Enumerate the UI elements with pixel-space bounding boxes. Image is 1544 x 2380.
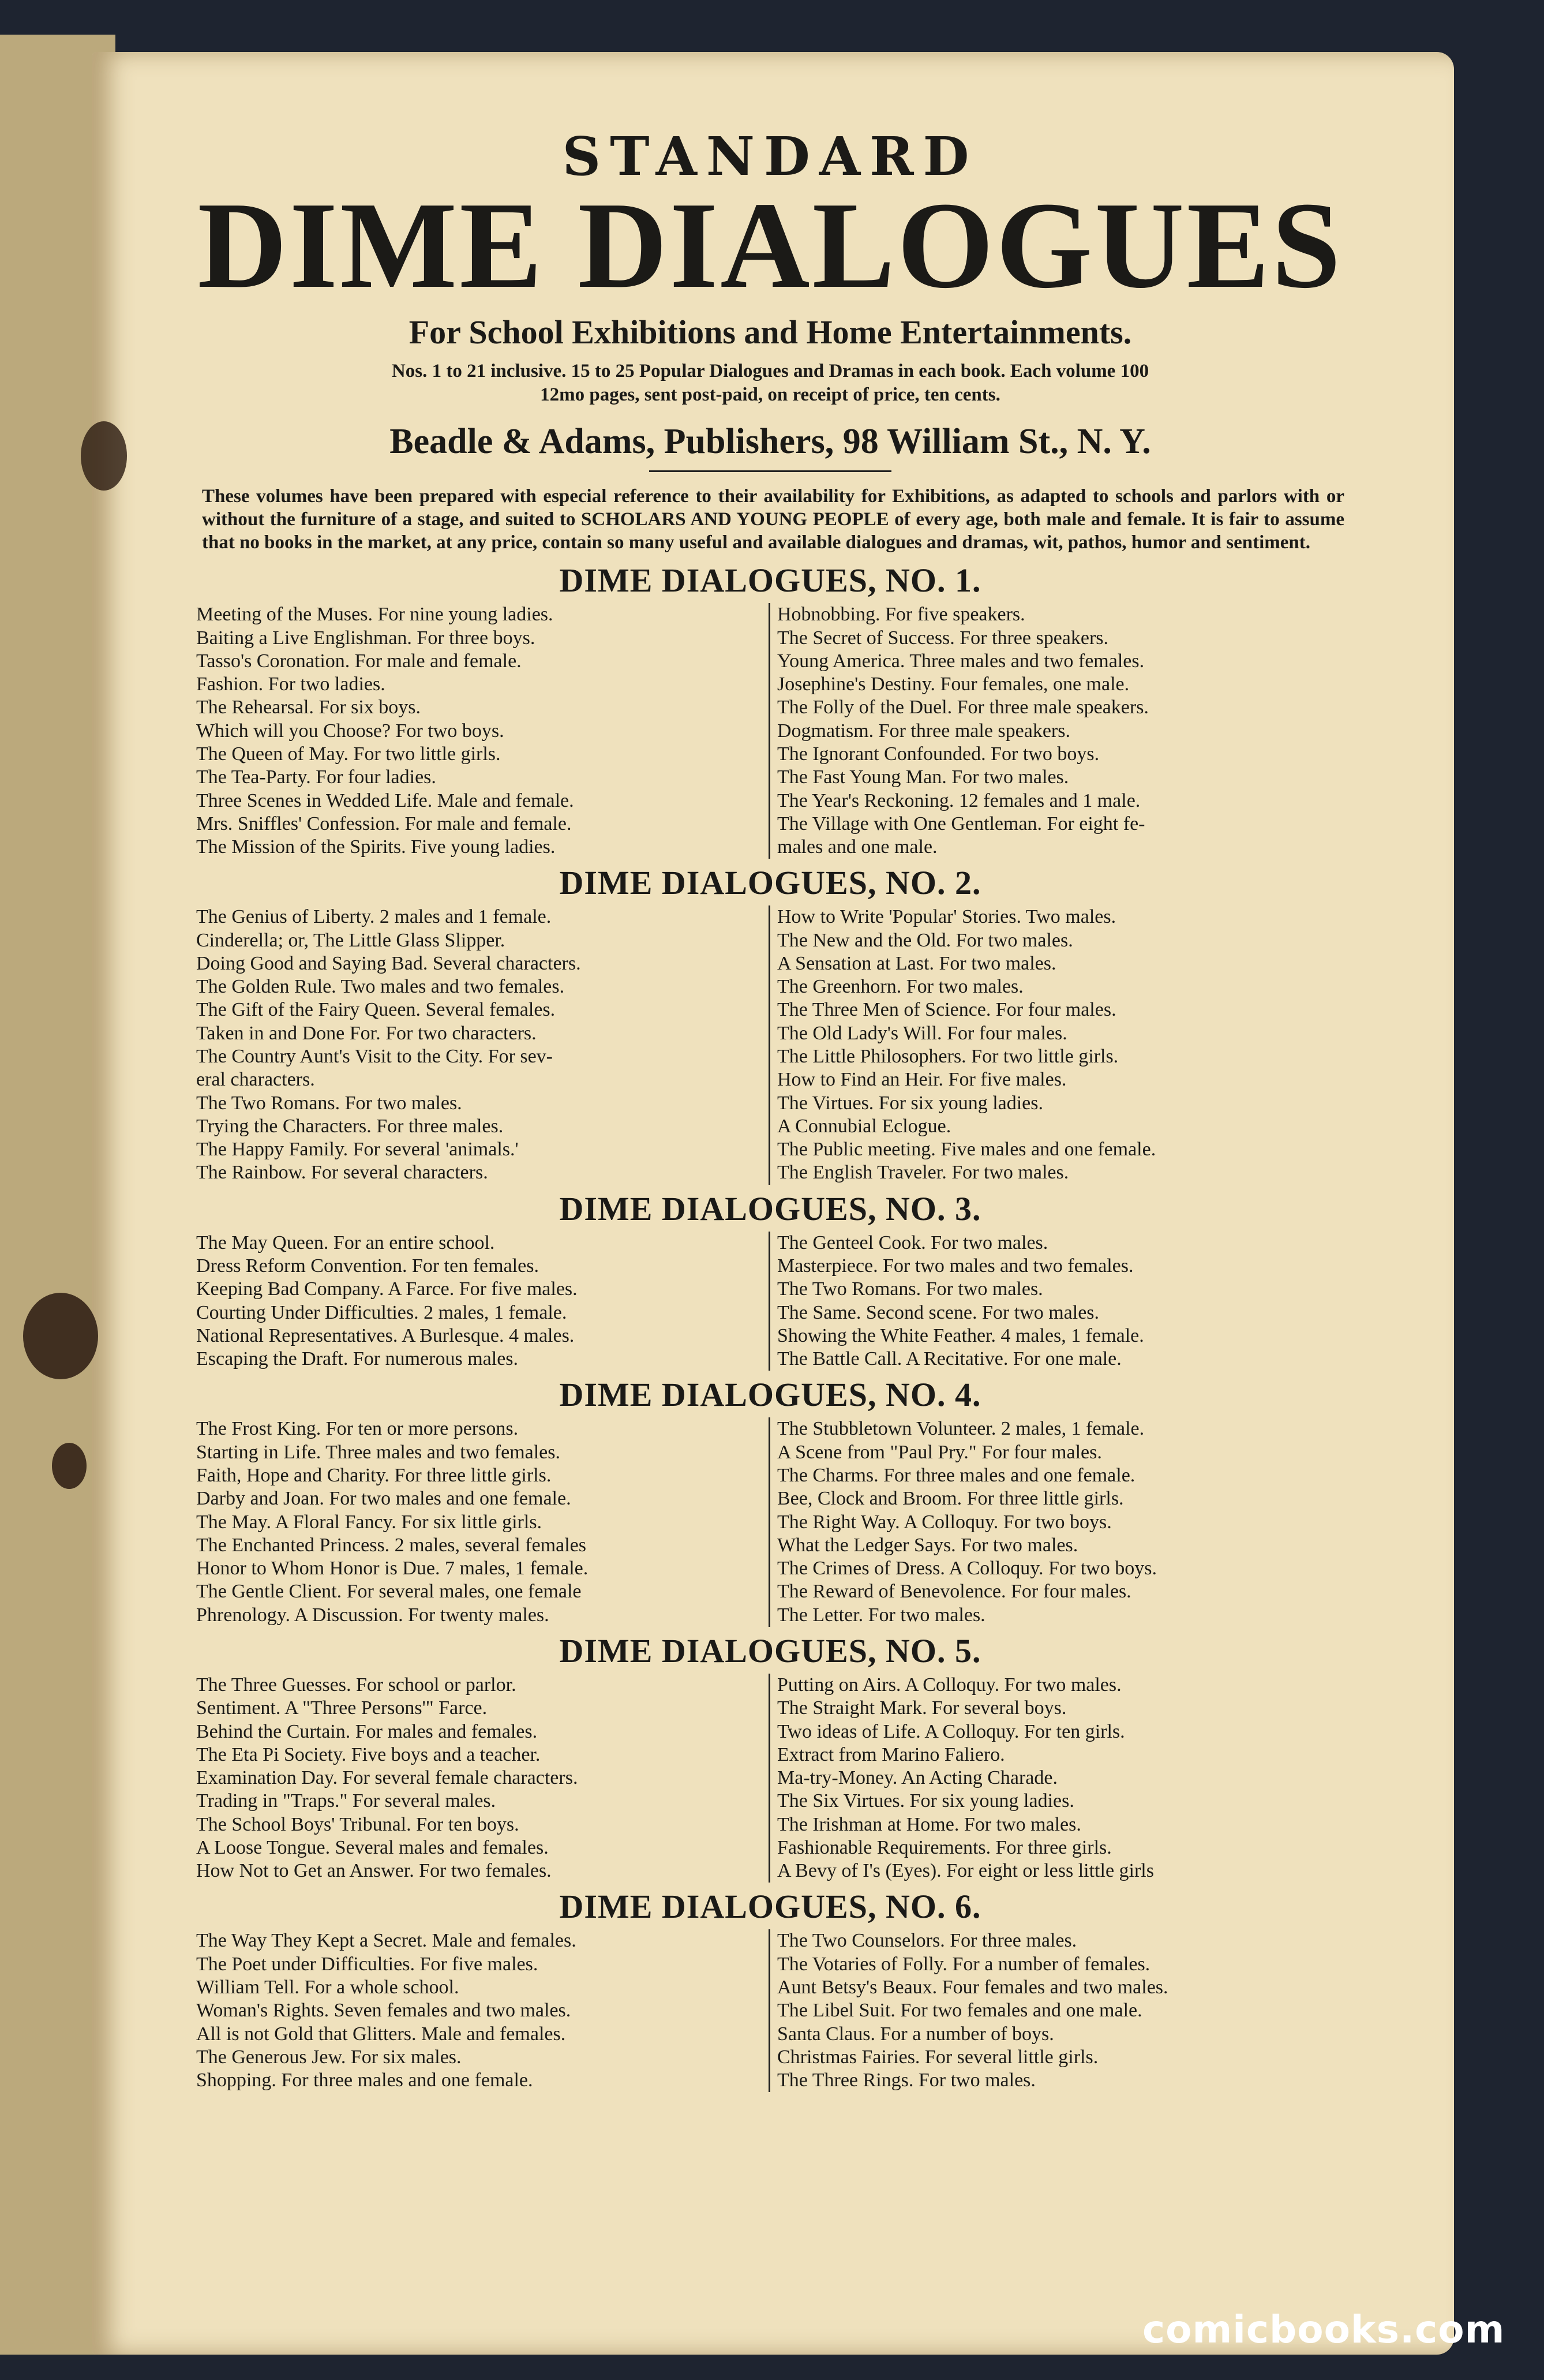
dialogue-entry: The Country Aunt's Visit to the City. For sev- <box>196 1046 553 1068</box>
dialogue-entry: The Little Philosophers. For two little girls. <box>777 1046 1119 1068</box>
section-columns <box>196 1674 1344 1883</box>
dialogue-entry: The Generous Jew. For six males. <box>196 2046 462 2068</box>
divider-rule <box>649 470 891 472</box>
section-columns <box>196 1929 1344 2092</box>
section-columns <box>196 1232 1344 1371</box>
dialogue-entry: Putting on Airs. A Colloquy. For two males. <box>777 1674 1122 1696</box>
column-right <box>770 1929 1344 2092</box>
dialogue-entry: Baiting a Live Englishman. For three boys. <box>196 627 535 649</box>
dialogue-entry: The New and the Old. For two males. <box>777 929 1073 951</box>
dialogue-entry: The Genteel Cook. For two males. <box>777 1232 1048 1253</box>
dialogue-entry: How to Find an Heir. For five males. <box>777 1069 1067 1091</box>
dialogue-entry: A Sensation at Last. For two males. <box>777 952 1056 974</box>
dialogue-entry: A Bevy of I's (Eyes). For eight or less little girls <box>777 1860 1154 1882</box>
dialogue-entry: The Rainbow. For several characters. <box>196 1162 488 1184</box>
dialogue-entry: Trying the Characters. For three males. <box>196 1115 504 1137</box>
dialogue-entry: Extract from Marino Faliero. <box>777 1743 1005 1765</box>
dialogue-entry: Woman's Rights. Seven females and two males. <box>196 2000 571 2022</box>
dialogue-entry: The Queen of May. For two little girls. <box>196 743 501 765</box>
column-left <box>196 1417 770 1627</box>
dialogue-entry: Doing Good and Saying Bad. Several characters. <box>196 952 581 974</box>
dialogue-entry: Courting Under Difficulties. 2 males, 1 female. <box>196 1301 567 1323</box>
section-columns <box>196 905 1344 1184</box>
dialogue-entry: How to Write 'Popular' Stories. Two males. <box>777 906 1116 928</box>
section-columns <box>196 603 1344 859</box>
dialogue-entry: Showing the White Feather. 4 males, 1 female. <box>777 1324 1144 1346</box>
dialogue-entry: The Mission of the Spirits. Five young ladies. <box>196 836 556 858</box>
dialogue-entry: The Battle Call. A Recitative. For one male. <box>777 1348 1122 1370</box>
section-title: DIME DIALOGUES, NO. 5. <box>559 1631 981 1670</box>
dialogue-entry: Examination Day. For several female characters. <box>196 1767 578 1789</box>
dialogue-entry: Young America. Three males and two females. <box>777 650 1145 672</box>
dialogue-entry: Christmas Fairies. For several little girls. <box>777 2046 1099 2068</box>
dialogue-entry: The Three Rings. For two males. <box>777 2070 1036 2091</box>
column-right <box>770 1674 1344 1883</box>
dialogue-entry: Honor to Whom Honor is Due. 7 males, 1 female. <box>196 1558 589 1580</box>
dialogue-entry: Hobnobbing. For five speakers. <box>777 604 1025 626</box>
dialogue-entry: The Virtues. For six young ladies. <box>777 1092 1044 1114</box>
dialogue-entry: Keeping Bad Company. A Farce. For five males. <box>196 1278 578 1300</box>
dialogue-entry: Ma-try-Money. An Acting Charade. <box>777 1767 1058 1789</box>
dialogue-entry: The English Traveler. For two males. <box>777 1162 1069 1184</box>
dialogue-entry: Josephine's Destiny. Four females, one male. <box>777 673 1130 695</box>
dialogue-entry: males and one male. <box>777 836 938 858</box>
dialogue-entry: The Right Way. A Colloquy. For two boys. <box>777 1511 1112 1533</box>
dialogue-entry: Masterpiece. For two males and two females. <box>777 1255 1134 1277</box>
dialogue-entry: The Two Counselors. For three males. <box>777 1930 1077 1952</box>
column-left <box>196 905 770 1184</box>
column-left <box>196 1674 770 1883</box>
publisher-line: Beadle & Adams, Publishers, 98 William St., N. Y. <box>389 421 1151 461</box>
dialogue-entry: The Six Virtues. For six young ladies. <box>777 1790 1074 1812</box>
dialogue-entry: All is not Gold that Glitters. Male and females. <box>196 2023 566 2045</box>
dialogue-entry: The Votaries of Folly. For a number of females. <box>777 1953 1150 1975</box>
dialogue-entry: National Representatives. A Burlesque. 4 males. <box>196 1324 575 1346</box>
column-right <box>770 1232 1344 1371</box>
section-title: DIME DIALOGUES, NO. 3. <box>559 1189 981 1228</box>
section-columns <box>196 1417 1344 1627</box>
dialogue-entry: The Reward of Benevolence. For four males. <box>777 1581 1131 1603</box>
column-left <box>196 1232 770 1371</box>
dialogue-entry: How Not to Get an Answer. For two females. <box>196 1860 552 1882</box>
dialogue-entry: Faith, Hope and Charity. For three little girls. <box>196 1464 552 1486</box>
dialogue-entry: Tasso's Coronation. For male and female. <box>196 650 522 672</box>
dialogue-entry: eral characters. <box>196 1069 315 1091</box>
binding-hole-stain <box>23 1293 98 1379</box>
dialogue-entry: Three Scenes in Wedded Life. Male and female. <box>196 789 574 811</box>
header-info-line-2: 12mo pages, sent post-paid, on receipt of price, ten cents. <box>540 384 1000 406</box>
dialogue-entry: Phrenology. A Discussion. For twenty males. <box>196 1604 549 1626</box>
dialogue-entry: Trading in "Traps." For several males. <box>196 1790 496 1812</box>
section-title: DIME DIALOGUES, NO. 2. <box>559 864 981 902</box>
dialogue-entry: Darby and Joan. For two males and one female. <box>196 1488 571 1510</box>
section-title: DIME DIALOGUES, NO. 1. <box>559 562 981 600</box>
dialogue-entry: The School Boys' Tribunal. For ten boys. <box>196 1813 519 1835</box>
dialogue-entry: What the Ledger Says. For two males. <box>777 1534 1078 1556</box>
binding-hole-stain <box>52 1443 87 1489</box>
dialogue-entry: The May. A Floral Fancy. For six little girls. <box>196 1511 542 1533</box>
dialogue-entry: The Rehearsal. For six boys. <box>196 697 421 719</box>
dialogue-entry: The Old Lady's Will. For four males. <box>777 1022 1067 1044</box>
dialogue-entry: The Gift of the Fairy Queen. Several females. <box>196 999 556 1021</box>
dialogue-entry: Cinderella; or, The Little Glass Slipper. <box>196 929 505 951</box>
section-title: DIME DIALOGUES, NO. 6. <box>559 1888 981 1926</box>
dialogue-entry: A Connubial Eclogue. <box>777 1115 951 1137</box>
dialogue-entry: Fashion. For two ladies. <box>196 673 385 695</box>
column-left <box>196 603 770 859</box>
column-left <box>196 1929 770 2092</box>
dialogue-entry: Taken in and Done For. For two characters. <box>196 1022 537 1044</box>
header-title: DIME DIALOGUES <box>197 176 1343 314</box>
dialogue-entry: The Two Romans. For two males. <box>777 1278 1043 1300</box>
dialogue-entry: The Tea-Party. For four ladies. <box>196 766 436 788</box>
binding-hole-stain <box>81 421 127 491</box>
dialogue-entry: A Loose Tongue. Several males and females. <box>196 1836 549 1858</box>
dialogue-entry: Aunt Betsy's Beaux. Four females and two males. <box>777 1977 1168 1999</box>
column-right <box>770 1417 1344 1627</box>
dialogue-entry: Behind the Curtain. For males and females. <box>196 1720 538 1742</box>
dialogue-entry: The Eta Pi Society. Five boys and a teacher. <box>196 1743 541 1765</box>
watermark: comicbooks.com <box>1142 2307 1505 2352</box>
dialogue-entry: Dress Reform Convention. For ten females. <box>196 1255 539 1277</box>
dialogue-entry: William Tell. For a whole school. <box>196 1977 459 1999</box>
page-content <box>196 125 1344 2092</box>
header-subtitle: For School Exhibitions and Home Entertainments. <box>409 313 1132 351</box>
dialogue-entry: Dogmatism. For three male speakers. <box>777 720 1070 742</box>
dialogue-entry: The Poet under Difficulties. For five males. <box>196 1953 538 1975</box>
dialogue-entry: Shopping. For three males and one female. <box>196 2070 533 2091</box>
dialogue-entry: The Letter. For two males. <box>777 1604 985 1626</box>
dialogue-entry: The Three Guesses. For school or parlor. <box>196 1674 516 1696</box>
dialogue-entry: The Greenhorn. For two males. <box>777 976 1024 998</box>
dialogue-entry: The Public meeting. Five males and one female. <box>777 1139 1156 1161</box>
dialogue-entry: The Charms. For three males and one female. <box>777 1464 1135 1486</box>
column-right <box>770 905 1344 1184</box>
sections-container <box>196 561 1344 2092</box>
dialogue-entry: Fashionable Requirements. For three girls. <box>777 1836 1112 1858</box>
dialogue-entry: A Scene from "Paul Pry." For four males. <box>777 1441 1102 1463</box>
dialogue-entry: The May Queen. For an entire school. <box>196 1232 495 1253</box>
dialogue-entry: The Folly of the Duel. For three male speakers. <box>777 697 1149 719</box>
header-info-line-1: Nos. 1 to 21 inclusive. 15 to 25 Popular Dialogues and Dramas in each book. Each volume 100 <box>391 361 1149 381</box>
dialogue-entry: The Secret of Success. For three speakers. <box>777 627 1109 649</box>
dialogue-entry: The Golden Rule. Two males and two females. <box>196 976 565 998</box>
section-title: DIME DIALOGUES, NO. 4. <box>559 1376 981 1414</box>
dialogue-entry: Mrs. Sniffles' Confession. For male and female. <box>196 813 572 835</box>
dialogue-entry: The Straight Mark. For several boys. <box>777 1697 1067 1719</box>
dialogue-entry: Santa Claus. For a number of boys. <box>777 2023 1054 2045</box>
dialogue-entry: Escaping the Draft. For numerous males. <box>196 1348 519 1370</box>
dialogue-entry: The Fast Young Man. For two males. <box>777 766 1069 788</box>
dialogue-entry: Two ideas of Life. A Colloquy. For ten girls. <box>777 1720 1125 1742</box>
dialogue-entry: Sentiment. A "Three Persons'" Farce. <box>196 1697 488 1719</box>
dialogue-entry: Which will you Choose? For two boys. <box>196 720 504 742</box>
dialogue-entry: Starting in Life. Three males and two females. <box>196 1441 561 1463</box>
column-right <box>770 603 1344 859</box>
dialogue-entry: The Genius of Liberty. 2 males and 1 female. <box>196 906 552 928</box>
dialogue-entry: The Same. Second scene. For two males. <box>777 1301 1100 1323</box>
dialogue-entry: The Way They Kept a Secret. Male and females. <box>196 1930 576 1952</box>
dialogue-entry: The Ignorant Confounded. For two boys. <box>777 743 1100 765</box>
dialogue-entry: The Libel Suit. For two females and one male. <box>777 2000 1142 2022</box>
dialogue-entry: The Enchanted Princess. 2 males, several females <box>196 1534 586 1556</box>
dialogue-entry: The Crimes of Dress. A Colloquy. For two boys. <box>777 1558 1157 1580</box>
dialogue-entry: The Three Men of Science. For four males. <box>777 999 1116 1021</box>
dialogue-entry: The Frost King. For ten or more persons. <box>196 1418 519 1440</box>
dialogue-entry: The Irishman at Home. For two males. <box>777 1813 1081 1835</box>
dialogue-entry: The Stubbletown Volunteer. 2 males, 1 female. <box>777 1418 1145 1440</box>
dialogue-entry: The Year's Reckoning. 12 females and 1 male. <box>777 789 1141 811</box>
header-standard: STANDARD <box>562 125 979 188</box>
dialogue-entry: Meeting of the Muses. For nine young ladies. <box>196 604 553 626</box>
dialogue-entry: Bee, Clock and Broom. For three little girls. <box>777 1488 1124 1510</box>
dialogue-entry: The Happy Family. For several 'animals.' <box>196 1139 519 1161</box>
dialogue-entry: The Two Romans. For two males. <box>196 1092 462 1114</box>
dialogue-entry: The Gentle Client. For several males, one female <box>196 1581 582 1603</box>
intro-paragraph: These volumes have been prepared with especial reference to their availability for Exhibitions, as adapted to schools and parlors with or without the furniture of a stage, and suited to SCHOLARS AND YOUNG PEOPLE of every age, both male and female. It is fair to assume that no books in the market, at any price, contain so many useful and available dialogues and dramas, wit, pathos, humor and sentiment. <box>202 485 1344 553</box>
dialogue-entry: The Village with One Gentleman. For eight fe- <box>777 813 1145 835</box>
